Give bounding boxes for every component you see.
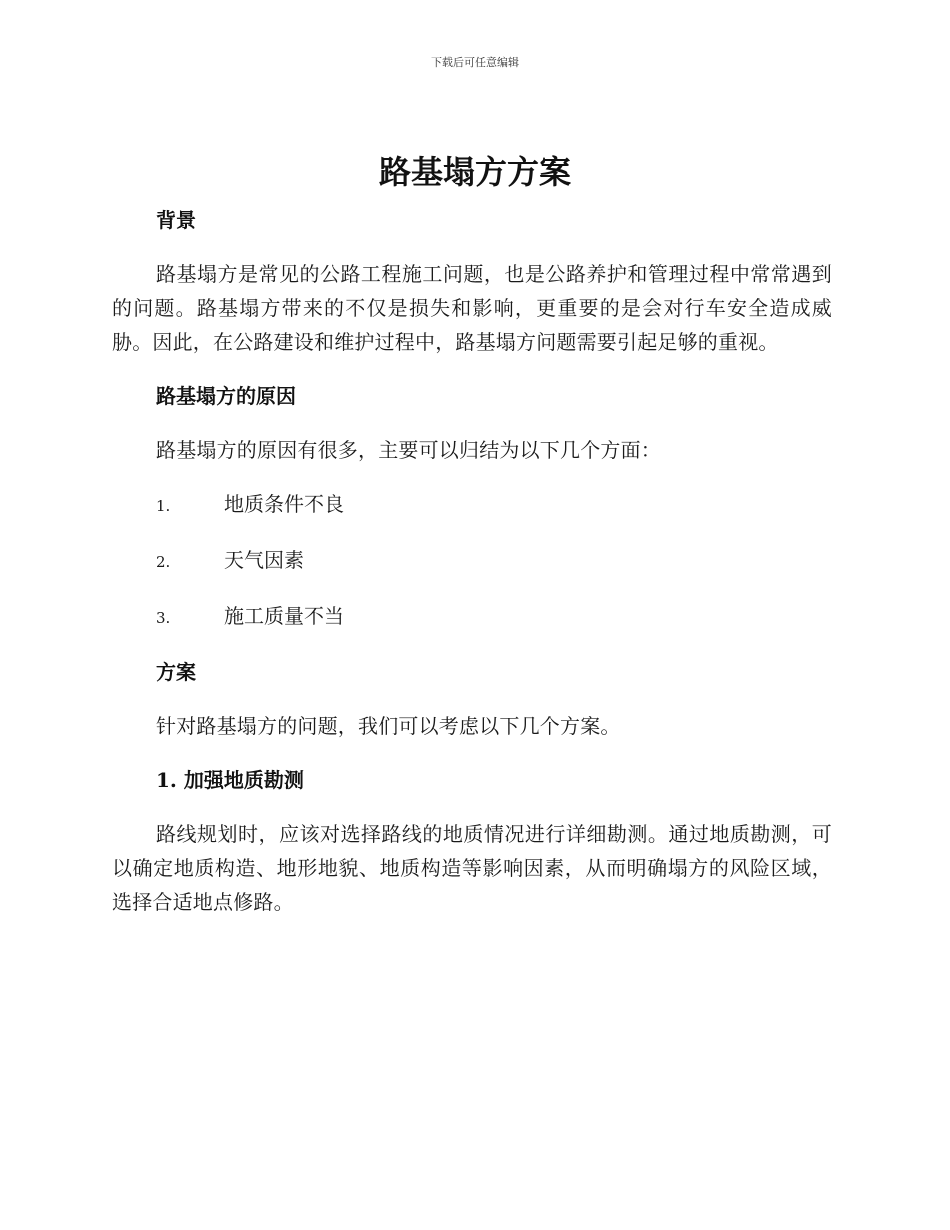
list-number: 2. [156,553,171,571]
paragraph-geology-survey: 路线规划时，应该对选择路线的地质情况进行详细勘测。通过地质勘测，可以确定地质构造、地形地貌、地质构造等影响因素，从而明确塌方的风险区域，选择合适地点修路。 [112,822,832,914]
section-heading-causes: 路基塌方的原因 [156,384,296,408]
section-heading-background: 背景 [156,208,196,232]
list-item [112,543,832,579]
list-text: 天气因素 [224,548,304,572]
paragraph-causes-intro: 路基塌方的原因有很多，主要可以归结为以下几个方面： [156,438,661,462]
paragraph-background: 路基塌方是常见的公路工程施工问题，也是公路养护和管理过程中常常遇到的问题。路基塌方带来的不仅是损失和影响，更重要的是会对行车安全造成威胁。因此，在公路建设和维护过程中，路基塌方问题需要引起足够的重视。 [112,262,832,354]
list-item [112,599,832,635]
list-text: 施工质量不当 [224,604,344,628]
document-body [112,203,832,919]
subsection-heading-geology-survey: 1. 加强地质勘测 [156,768,304,792]
list-number: 1. [156,497,171,515]
paragraph-plan-intro: 针对路基塌方的问题，我们可以考虑以下几个方案。 [156,714,621,738]
section-heading-plan: 方案 [156,660,196,684]
list-number: 3. [156,609,171,627]
page-header-note: 下载后可任意编辑 [431,56,519,69]
list-item [112,487,832,523]
document-title: 路基塌方方案 [378,153,571,191]
list-text: 地质条件不良 [224,492,344,516]
